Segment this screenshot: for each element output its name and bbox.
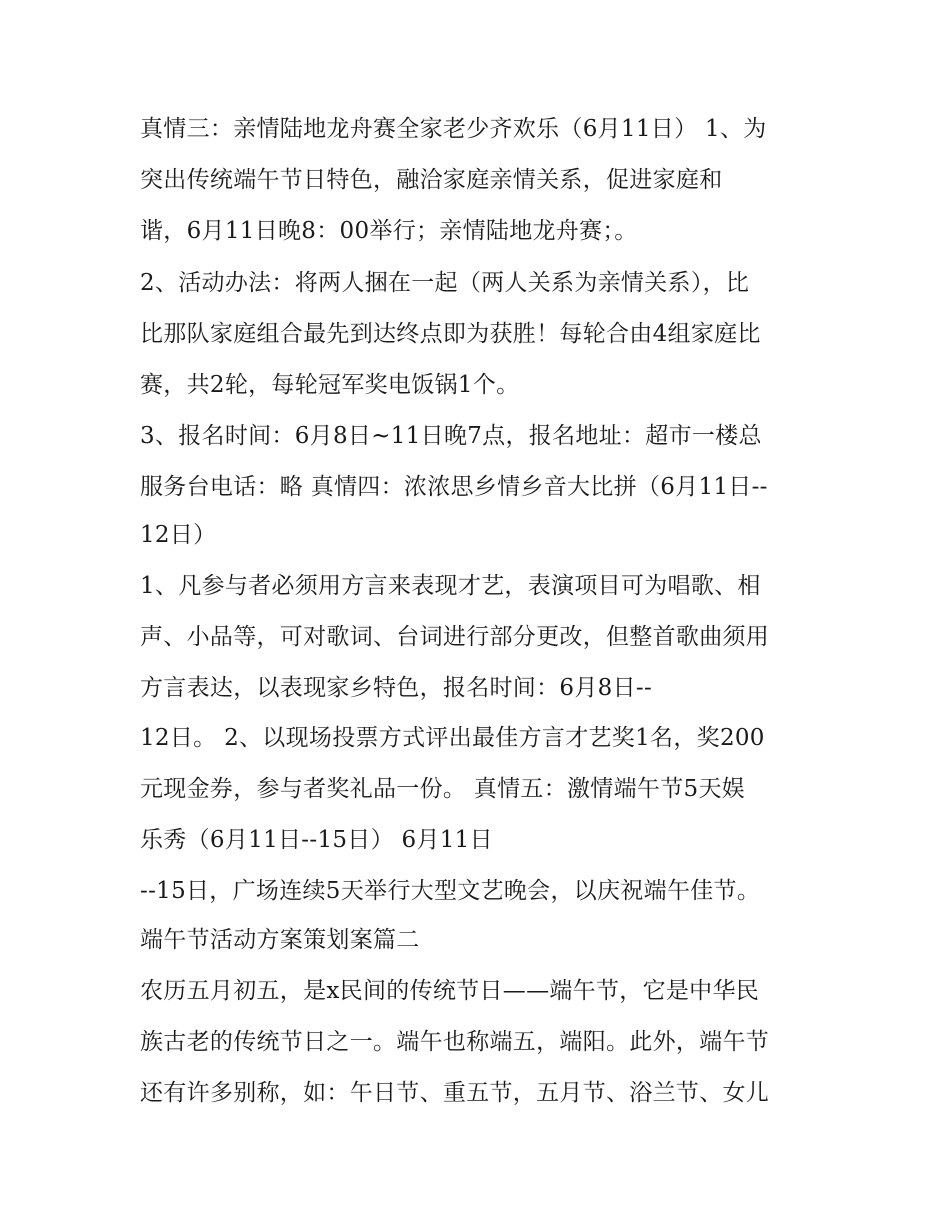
text-line: 谐，6月11日晚8：00举行；亲情陆地龙舟赛；。 [140, 218, 638, 244]
text-line: 方言表达，以表现家乡特色，报名时间：6月8日-- [140, 675, 653, 701]
text-line: 突出传统端午节日特色，融洽家庭亲情关系，促进家庭和 [140, 167, 723, 193]
text-line: 3、报名时间：6月8日~11日晚7点，报名地址：超市一楼总 [140, 423, 762, 449]
text-line: 乐秀（6月11日--15日） 6月11日 [140, 827, 493, 853]
text-line: 服务台电话：略 真情四：浓浓思乡情乡音大比拼（6月11日-- [140, 474, 768, 500]
text-line: 元现金券，参与者奖礼品一份。 真情五：激情端午节5天娱 [140, 776, 746, 802]
text-line: 比那队家庭组合最先到达终点即为获胜！每轮合由4组家庭比 [140, 321, 761, 347]
text-line: 还有许多别称，如：午日节、重五节，五月节、浴兰节、女儿 [140, 1080, 770, 1106]
section-heading: 端午节活动方案策划案篇二 [140, 927, 420, 953]
text-line: 1、凡参与者必须用方言来表现才艺，表演项目可为唱歌、相 [140, 573, 761, 599]
text-line: 族古老的传统节日之一。端午也称端五，端阳。此外，端午节 [140, 1029, 770, 1055]
text-line: 2、活动办法：将两人捆在一起（两人关系为亲情关系），比 [140, 270, 750, 296]
text-line: --15日，广场连续5天举行大型文艺晚会，以庆祝端午佳节。 [140, 878, 761, 904]
text-line: 赛，共2轮，每轮冠军奖电饭锅1个。 [140, 372, 520, 398]
text-line: 12日） [140, 522, 217, 548]
text-line: 12日。 2、以现场投票方式评出最佳方言才艺奖1名，奖200 [140, 725, 765, 751]
text-line: 农历五月初五，是x民间的传统节日——端午节，它是中华民 [140, 978, 760, 1004]
text-line: 声、小品等，可对歌词、台词进行部分更改，但整首歌曲须用 [140, 624, 770, 650]
text-line: 真情三：亲情陆地龙舟赛全家老少齐欢乐（6月11日） 1、为 [140, 116, 767, 142]
